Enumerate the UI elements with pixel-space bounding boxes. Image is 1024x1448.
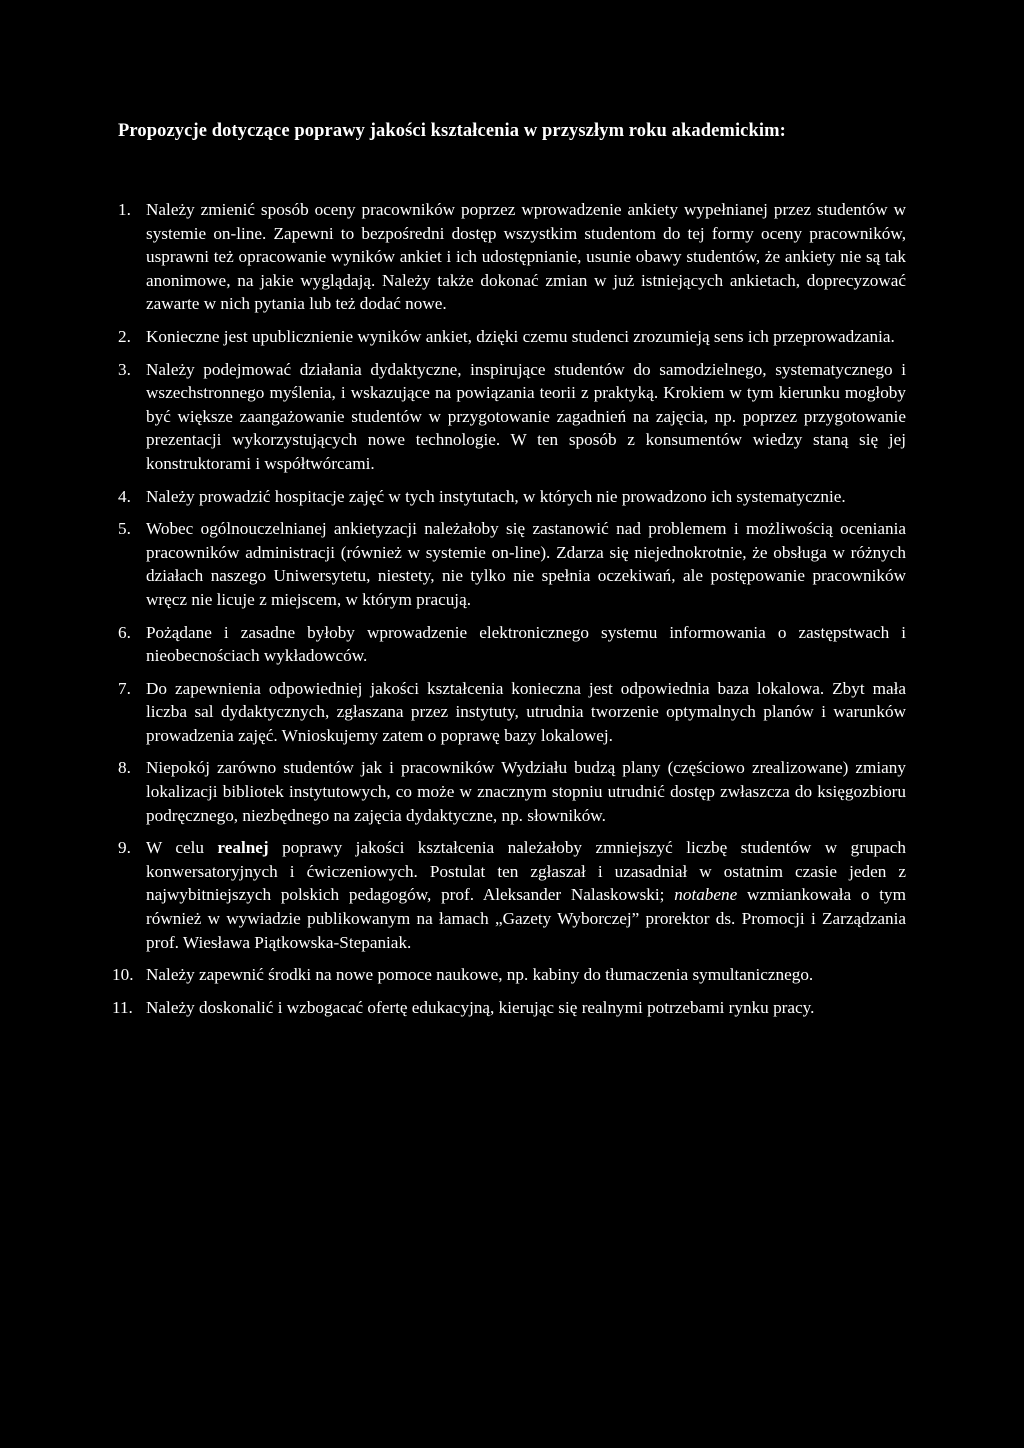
list-item xyxy=(112,996,906,1020)
list-item xyxy=(118,756,906,827)
item-number: 1. xyxy=(118,200,131,219)
list-item xyxy=(118,836,906,954)
item-text: Należy zapewnić środki na nowe pomoce naukowe, np. kabiny do tłumaczenia symultanicznego. xyxy=(146,965,814,985)
item-text: Należy podejmować działania dydaktyczne, inspirujące studentów do samodzielnego, systematycznego i wszechstronnego myślenia, i wskazujące na powiązania teorii z praktyką. Krokiem w tym kierunku mogłoby być większe zaangażowanie studentów w przygotowanie zagadnień na zajęcia, np. poprzez przygotowanie prezentacji wykorzystujących nowe technologie. W ten sposób z konsumentów wiedzy staną się jej konstruktorami i współtwórcami. xyxy=(146,359,906,473)
item-text: Do zapewnienia odpowiedniej jakości kształcenia konieczna jest odpowiednia baza lokalowa. Zbyt mała liczba sal dydaktycznych, zgłaszana przez instytuty, utrudnia tworzenie optymalnych planów i warunków prowadzenia zajęć. Wnioskujemy zatem o poprawę bazy lokalowej. xyxy=(146,678,906,745)
item-text-part: poprawy jakości kształcenia należałoby zmniejszyć liczbę studentów w grupach konwersatoryjnych i ćwiczeniowych. Postulat ten zgłaszał i uzasadniał w ostatnim czasie jeden z najwybitniejszych polskich pedagogów, prof. Aleksander Nalaskowski; xyxy=(146,838,906,905)
list-item xyxy=(118,517,906,611)
item-number: 10. xyxy=(112,965,134,985)
item-number: 4. xyxy=(118,486,131,506)
item-text xyxy=(146,836,906,954)
list-item xyxy=(118,485,906,509)
list-item xyxy=(118,325,906,349)
item-text: Wobec ogólnouczelnianej ankietyzacji należałoby się zastanowić nad problemem i możliwością oceniania pracowników administracji (również w systemie on-line). Zdarza się niejednokrotnie, że obsługa w różnych działach naszego Uniwersytetu, niestety, nie tylko nie spełnia oczekiwań, ale postępowanie pracowników wręcz nie licuje z miejscem, w którym pracują. xyxy=(146,519,906,609)
item-text: Pożądane i zasadne byłoby wprowadzenie elektronicznego systemu informowania o zastępstwach i nieobecnościach wykładowców. xyxy=(146,622,906,666)
document-heading: Propozycje dotyczące poprawy jakości kształcenia w przyszłym roku akademickim: xyxy=(118,121,786,141)
item-number: 5. xyxy=(118,519,131,539)
item-number: 6. xyxy=(118,622,131,642)
item-text: Niepokój zarówno studentów jak i pracowników Wydziału budzą plany (częściowo zrealizowane) zmiany lokalizacji bibliotek instytutowych, co może w znacznym stopniu utrudnić dostęp zwłaszcza do księgozbioru podręcznego, niezbędnego na zajęcia dydaktyczne, np. słowników. xyxy=(146,758,906,825)
item-number: 7. xyxy=(118,678,131,698)
italic-emphasis: notabene xyxy=(674,885,738,905)
item-number: 9. xyxy=(118,838,131,858)
document-page xyxy=(112,119,906,1028)
item-number: 8. xyxy=(118,758,131,778)
item-text: Konieczne jest upublicznienie wyników ankiet, dzięki czemu studenci zrozumieją sens ich przeprowadzania. xyxy=(146,326,895,346)
proposal-list xyxy=(112,198,906,1019)
item-text-part: W celu xyxy=(146,838,218,858)
item-text: Należy doskonalić i wzbogacać ofertę edukacyjną, kierując się realnymi potrzebami rynku pracy. xyxy=(146,997,815,1017)
list-item xyxy=(118,358,906,476)
item-number: 3. xyxy=(118,359,131,379)
list-item xyxy=(118,198,906,316)
bold-emphasis: realnej xyxy=(217,838,269,858)
list-item xyxy=(118,677,906,748)
item-number: 2. xyxy=(118,326,131,346)
item-text: Należy prowadzić hospitacje zajęć w tych instytutach, w których nie prowadzono ich systematycznie. xyxy=(146,486,846,506)
item-number: 11. xyxy=(112,997,133,1017)
item-text-part: wzmiankowała o tym również w wywiadzie publikowanym na łamach „Gazety Wyborczej” prorektor ds. Promocji i Zarządzania prof. Wiesława Piątkowska-Stepaniak. xyxy=(146,885,906,952)
list-item xyxy=(118,621,906,668)
list-item xyxy=(112,963,906,987)
item-text: Należy zmienić sposób oceny pracowników poprzez wprowadzenie ankiety wypełnianej przez studentów w systemie on-line. Zapewni to bezpośredni dostęp wszystkim studentom do tej formy oceny pracowników, usprawni też opracowanie wyników ankiet i ich udostępnianie, usunie obawy studentów, że ankiety nie są tak anonimowe, na jakie wyglądają. Należy także dokonać zmian w już istniejących ankietach, doprecyzować zawarte w nich pytania lub też dodać nowe. xyxy=(146,200,906,314)
